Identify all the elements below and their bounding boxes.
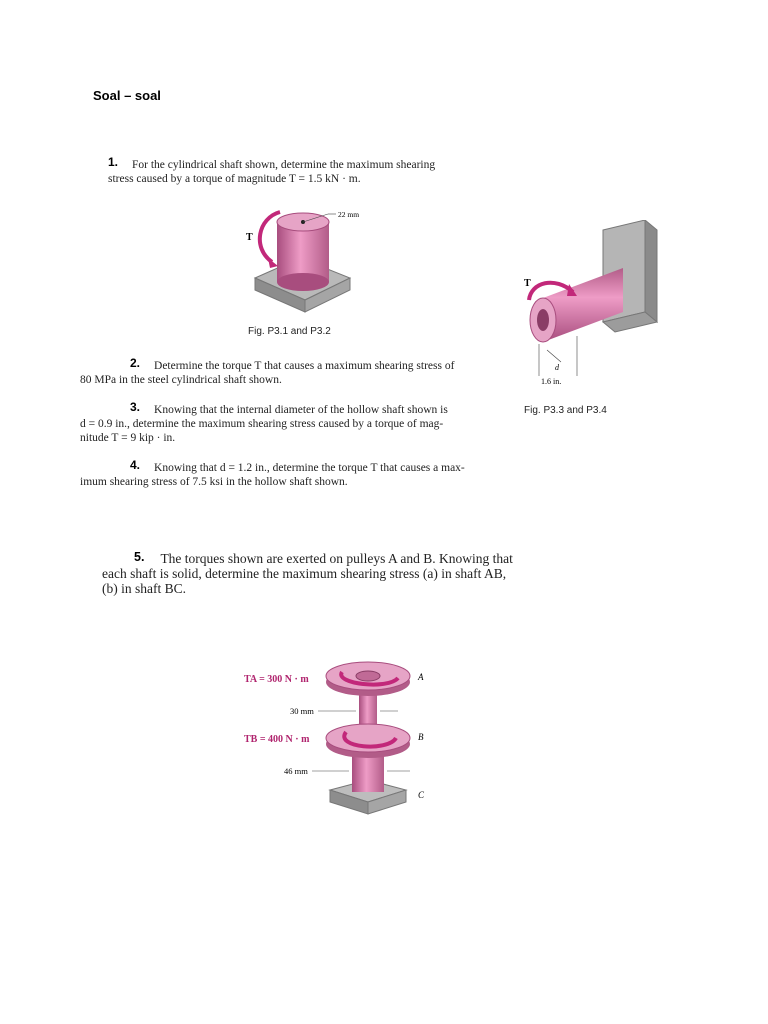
problem-text: stress caused by a torque of magnitude T = 1.5 kN · m. — [108, 173, 361, 185]
d-label: d — [555, 363, 559, 372]
solid-shaft-illustration — [240, 200, 370, 320]
torque-b-label: TB = 400 N · m — [244, 734, 310, 745]
dim-ab-label: 30 mm — [290, 706, 314, 716]
pulley-a-hub — [356, 671, 380, 681]
problem-text: imum shearing stress of 7.5 ksi in the hollow shaft shown. — [80, 476, 348, 488]
problem-text: d = 0.9 in., determine the maximum shearing stress caused by a torque of mag- — [80, 418, 444, 430]
figure-pulleys — [238, 648, 458, 833]
figure-caption: Fig. P3.3 and P3.4 — [524, 405, 607, 416]
problem-text: nitude T = 9 kip · in. — [80, 432, 176, 444]
shaft-bottom — [277, 273, 329, 291]
figure-p3-1 — [240, 200, 370, 325]
problem-4 — [80, 458, 465, 489]
problem-text: For the cylindrical shaft shown, determine the maximum shearing — [132, 159, 436, 171]
dimension-label: 22 mm — [338, 210, 360, 219]
problem-2 — [80, 356, 454, 387]
problem-text: Knowing that the internal diameter of the hollow shaft shown is — [154, 404, 448, 416]
torque-a-label: TA = 300 N · m — [244, 674, 309, 685]
pulley-a-label: A — [418, 672, 424, 682]
problem-text: 80 MPa in the steel cylindrical shaft shown. — [80, 374, 282, 386]
problem-number: 1. — [108, 155, 119, 169]
d-leader — [547, 350, 561, 362]
problem-text: The torques shown are exerted on pulleys A and B. Knowing that — [160, 551, 513, 566]
figure-caption: Fig. P3.1 and P3.2 — [248, 326, 331, 337]
problem-5 — [102, 550, 513, 596]
dim-bc-label: 46 mm — [284, 766, 308, 776]
problem-number: 4. — [130, 458, 141, 472]
shaft-body — [543, 268, 623, 342]
torque-label: T — [524, 278, 531, 289]
torque-label: T — [246, 232, 253, 243]
problem-text: each shaft is solid, determine the maximum shearing stress (a) in shaft AB, — [102, 566, 507, 581]
problem-number: 3. — [130, 400, 141, 414]
problem-number: 2. — [130, 356, 141, 370]
problem-1 — [108, 155, 435, 186]
hollow-shaft-illustration — [515, 220, 665, 400]
torque-arrow-icon — [260, 212, 280, 262]
problem-text: Knowing that d = 1.2 in., determine the torque T that causes a max- — [154, 462, 465, 474]
pulley-shaft-illustration — [238, 648, 458, 828]
arrowhead-icon — [268, 258, 278, 268]
length-label: 1.6 in. — [541, 377, 562, 386]
figure-p3-3 — [515, 220, 665, 405]
problem-text: Determine the torque T that causes a maximum shearing stress of — [154, 360, 455, 372]
wall-block-side — [645, 220, 657, 322]
shaft-bore — [537, 309, 549, 331]
problem-text: (b) in shaft BC. — [102, 581, 186, 596]
page-heading: Soal – soal — [93, 88, 161, 103]
problem-number: 5. — [134, 550, 145, 564]
support-c-label: C — [418, 790, 425, 800]
problem-3 — [80, 400, 448, 445]
pulley-b-label: B — [418, 732, 424, 742]
